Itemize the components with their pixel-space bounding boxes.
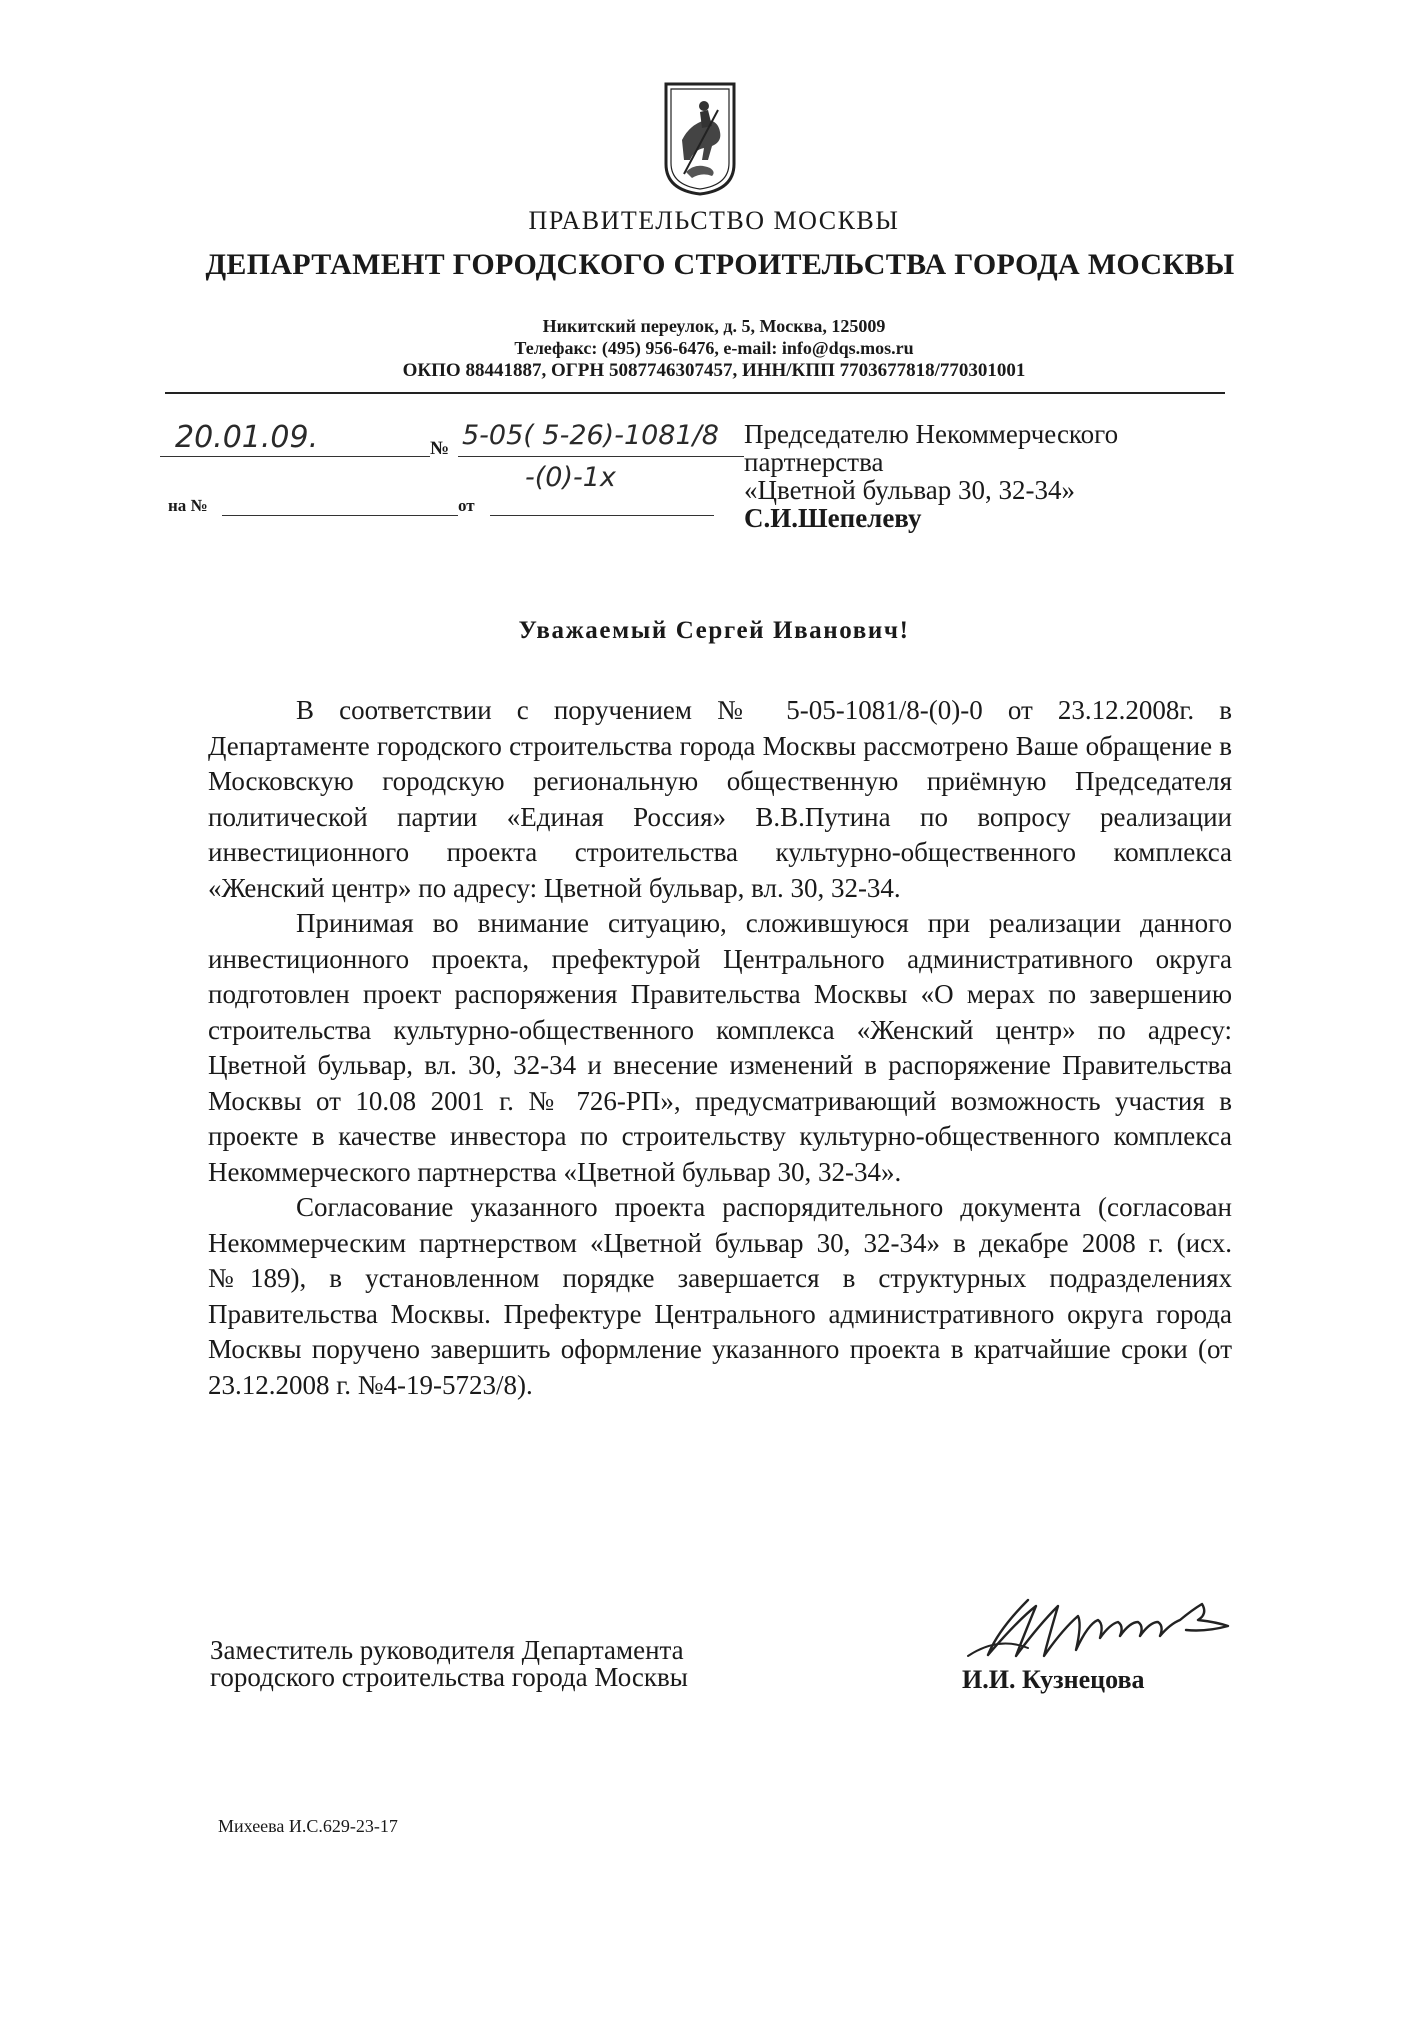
- paragraph-1: В соответствии с поручением № 5-05-1081/8-(0)-0 от 23.12.2008г. в Департаменте городского строительства города Москвы рассмотрено Ваше обращение в Московскую городскую региональную общественную приёмную Председателя политической партии «Единая Россия» В.В.Путина по вопросу реализации инвестиционного проекта строительства культурно-общественного комплекса «Женский центр» по адресу: Цветной бульвар, вл. 30, 32-34.: [208, 695, 1232, 903]
- signatory-title-line-2: городского строительства города Москвы: [210, 1662, 688, 1692]
- addressee-line-3: «Цветной бульвар 30, 32-34»: [744, 475, 1075, 505]
- handwritten-signature: [958, 1560, 1258, 1680]
- paragraph-3: Согласование указанного проекта распорядительного документа (согласован Некоммерческим партнерством «Цветной бульвар 30, 32-34» в декабре 2008 г. (исх. №189), в установленном порядке завершается в структурных подразделениях Правительства Москвы. Префектуре Центрального административного округа города Москвы поручено завершить оформление указанного проекта в кратчайшие сроки (от 23.12.2008 г. №4-19-5723/8).: [208, 1192, 1232, 1400]
- government-title: ПРАВИТЕЛЬСТВО МОСКВЫ: [528, 206, 900, 235]
- registration-codes-line: ОКПО 88441887, ОГРН 5087746307457, ИНН/КПП 7703677818/770301001: [402, 360, 1026, 381]
- signatory-title: [210, 1637, 688, 1691]
- number-label: №: [430, 438, 450, 459]
- header-divider: [165, 392, 1225, 394]
- address-line: Никитский переулок, д. 5, Москва, 125009: [542, 316, 886, 336]
- reference-date-underline: [490, 515, 714, 516]
- outgoing-number: 5-05( 5-26)-1081/8: [462, 420, 719, 451]
- department-title: ДЕПАРТАМЕНТ ГОРОДСКОГО СТРОИТЕЛЬСТВА ГОРОДА МОСКВЫ: [205, 248, 1235, 281]
- addressee-line-2: партнерства: [744, 447, 884, 477]
- number-underline: [458, 456, 744, 457]
- reference-date-label: от: [458, 496, 475, 515]
- addressee-block: [744, 420, 1118, 532]
- moscow-coat-of-arms-emblem: [662, 80, 738, 198]
- signatory-name: И.И. Кузнецова: [962, 1665, 1145, 1694]
- outgoing-date: 20.01.09.: [175, 420, 319, 455]
- date-underline: [160, 456, 430, 457]
- outgoing-number-continuation: -(0)-1х: [525, 462, 616, 493]
- reference-number-label: на №: [168, 496, 208, 515]
- phone-email-line: Телефакс: (495) 956-6476, e-mail: info@dqs.mos.ru: [514, 338, 914, 358]
- letter-body: [208, 693, 1232, 1403]
- addressee-name: С.И.Шепелеву: [744, 503, 922, 533]
- addressee-line-1: Председателю Некоммерческого: [744, 419, 1119, 449]
- signatory-title-line-1: Заместитель руководителя Департамента: [210, 1635, 684, 1665]
- reference-number-underline: [222, 515, 458, 516]
- greeting: Уважаемый Сергей Иванович!: [518, 617, 910, 644]
- executor-contact: Михеева И.С.629-23-17: [218, 1816, 398, 1836]
- paragraph-2: Принимая во внимание ситуацию, сложившуюся при реализации данного инвестиционного проекта, префектурой Центрального административного округа подготовлен проект распоряжения Правительства Москвы «О мерах по завершению строительства культурно-общественного комплекса «Женский центр» по адресу: Цветной бульвар, вл. 30, 32-34 и внесение изменений в распоряжение Правительства Москвы от 10.08 2001 г. № 726-РП», предусматривающий возможность участия в проекте в качестве инвестора по строительству культурно-общественного комплекса Некоммерческого партнерства «Цветной бульвар 30, 32-34».: [208, 908, 1232, 1187]
